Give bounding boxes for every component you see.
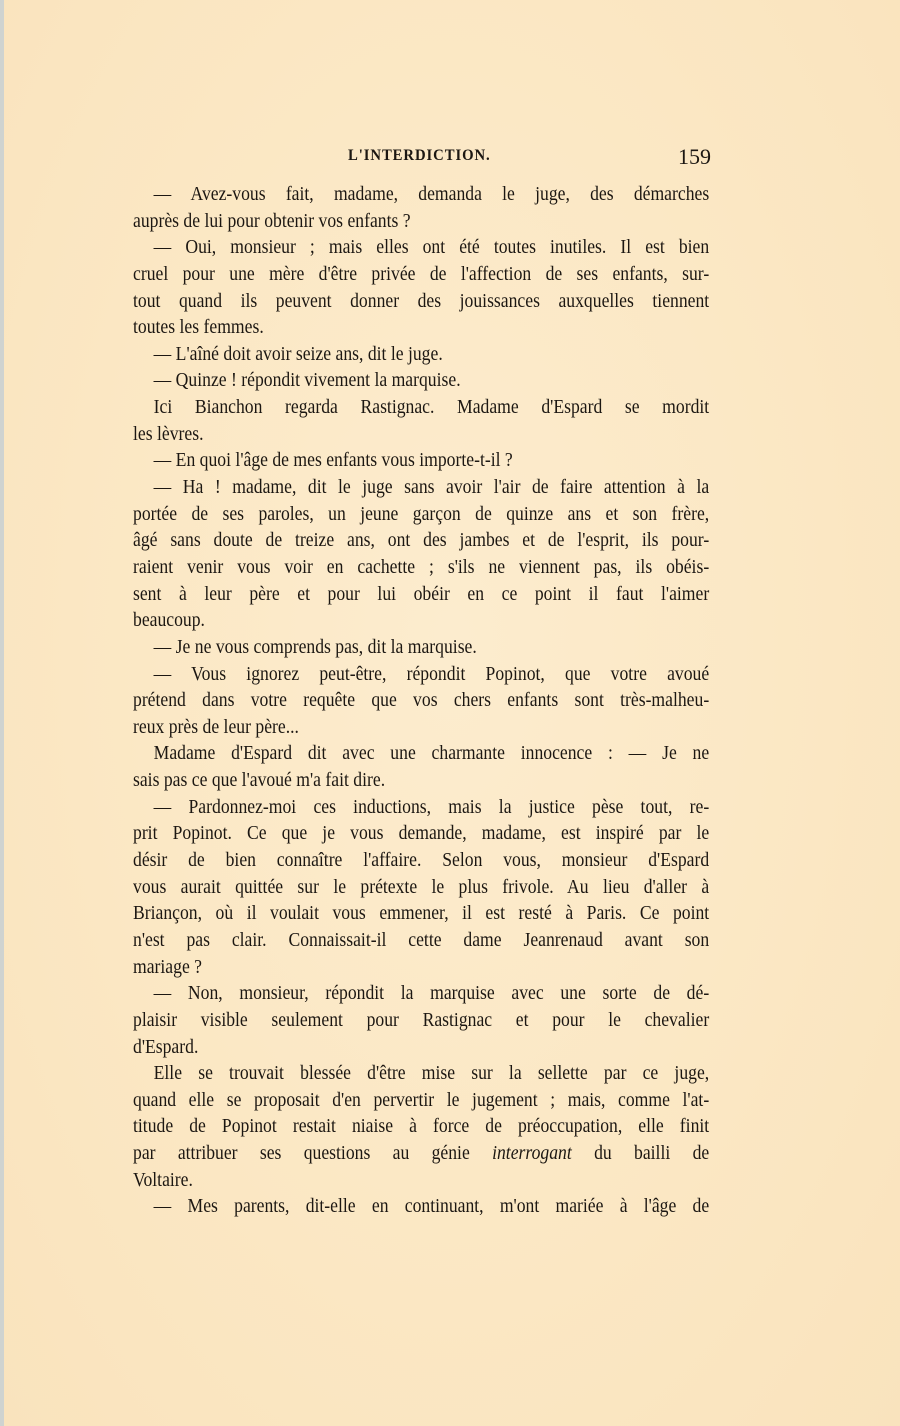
text-line: — Mes parents, dit-elle en continuant, m'ont mariée à l'âge de — [153, 1195, 710, 1218]
text-line: — L'aîné doit avoir seize ans, dit le juge. — [153, 342, 443, 365]
text-line: — Non, monsieur, répondit la marquise avec une sorte de dé- — [153, 982, 710, 1005]
text-line: — Quinze ! répondit vivement la marquise. — [153, 369, 461, 392]
body-text — [133, 181, 709, 1220]
text-line: âgé sans doute de treize ans, ont des jambes et de l'esprit, ils pour- — [133, 529, 710, 552]
text-line: prit Popinot. Ce que je vous demande, madame, est inspiré par le — [133, 822, 710, 845]
text-line: reux près de leur père... — [133, 715, 299, 738]
italic-word: interrogant — [492, 1142, 572, 1165]
text-line: portée de ses paroles, un jeune garçon de quinze ans et son frère, — [133, 502, 710, 525]
text-line: — En quoi l'âge de mes enfants vous importe-t-il ? — [153, 449, 513, 472]
text-line: les lèvres. — [133, 422, 204, 445]
text-line: — Ha ! madame, dit le juge sans avoir l'air de faire attention à la — [153, 476, 710, 499]
text-line: quand elle se proposait d'en pervertir le jugement ; mais, comme l'at- — [133, 1088, 710, 1111]
text-line: Madame d'Espard dit avec une charmante innocence : — Je ne — [153, 742, 710, 765]
text-span: du bailli de — [571, 1142, 710, 1165]
text-line: — Oui, monsieur ; mais elles ont été toutes inutiles. Il est bien — [153, 236, 710, 259]
text-span: par attribuer ses questions au génie — [133, 1142, 493, 1165]
text-line: titude de Popinot restait niaise à force de préoccupation, elle finit — [133, 1115, 710, 1138]
text-line: beaucoup. — [133, 609, 205, 632]
text-line: mariage ? — [133, 955, 203, 978]
text-line: — Vous ignorez peut-être, répondit Popinot, que votre avoué — [153, 662, 710, 685]
text-line: cruel pour une mère d'être privée de l'affection de ses enfants, sur- — [133, 262, 710, 285]
text-line: n'est pas clair. Connaissait-il cette dame Jeanrenaud avant son — [133, 928, 710, 951]
text-line: — Je ne vous comprends pas, dit la marquise. — [153, 635, 477, 658]
text-line: d'Espard. — [133, 1035, 199, 1058]
text-line: Voltaire. — [133, 1168, 193, 1191]
text-line: raient venir vous voir en cachette ; s'ils ne viennent pas, ils obéis- — [133, 555, 710, 578]
text-line: tout quand ils peuvent donner des jouissances auxquelles tiennent — [133, 289, 710, 312]
text-line: désir de bien connaître l'affaire. Selon vous, monsieur d'Espard — [133, 849, 710, 872]
page-number: 159 — [678, 144, 711, 169]
text-line: plaisir visible seulement pour Rastignac et pour le chevalier — [133, 1008, 710, 1031]
text-line: prétend dans votre requête que vos chers enfants sont très-malheu- — [133, 689, 710, 712]
running-title: L'INTERDICTION. — [348, 147, 491, 164]
text-line: Elle se trouvait blessée d'être mise sur la sellette par ce juge, — [153, 1062, 710, 1085]
text-line — [133, 1140, 709, 1167]
text-line: vous aurait quittée sur le prétexte le plus frivole. Au lieu d'aller à — [133, 875, 710, 898]
text-line: — Pardonnez-moi ces inductions, mais la justice pèse tout, re- — [153, 795, 710, 818]
text-line: sais pas ce que l'avoué m'a fait dire. — [133, 769, 386, 792]
text-line: auprès de lui pour obtenir vos enfants ? — [133, 209, 411, 232]
page-header — [133, 144, 711, 175]
text-line: Ici Bianchon regarda Rastignac. Madame d'Espard se mordit — [153, 396, 710, 419]
text-line: Briançon, où il voulait vous emmener, il est resté à Paris. Ce point — [133, 902, 710, 925]
text-line: sent à leur père et pour lui obéir en ce point il faut l'aimer — [133, 582, 710, 605]
text-line: toutes les femmes. — [133, 316, 264, 339]
text-line: — Avez-vous fait, madame, demanda le juge, des démarches — [153, 183, 710, 205]
